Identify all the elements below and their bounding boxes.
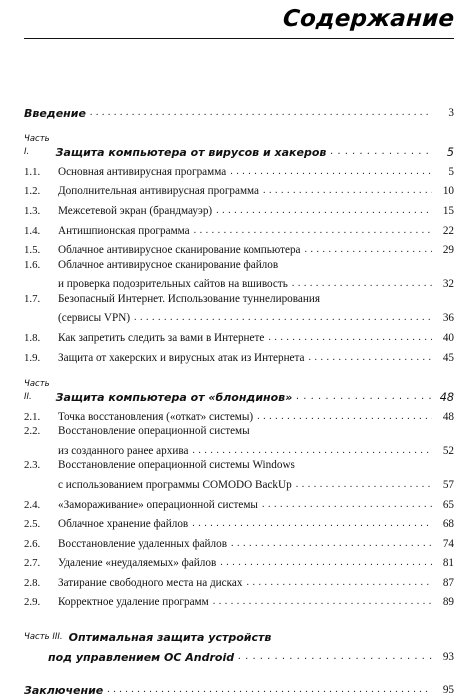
section-number: 2.1. [24,410,41,423]
toc-page-number: 5 [446,146,454,160]
toc-entry-1-5[interactable] [24,238,454,258]
toc-page-number: 89 [442,596,454,609]
section-number: 1.4. [24,224,41,237]
toc-page-number: 74 [442,537,454,550]
toc-entry-title: Восстановление удаленных файлов [58,537,227,550]
dot-leader [292,277,432,290]
toc-entry-title-line2: (сервисы VPN) [58,312,131,325]
toc-entry-title: Заключение [24,684,104,697]
toc-entry-title: Антишпионская программа [58,224,190,237]
dot-leader [213,595,432,608]
toc-entry-2-5[interactable] [24,512,454,532]
dot-leader [309,351,432,364]
dot-leader [268,331,432,344]
page-title: Содержание [281,6,455,32]
toc-entry-title-line1: Безопасный Интернет. Использование туннелирования [58,292,320,305]
toc-entry-2-6[interactable] [24,531,454,551]
toc-page-number: 32 [442,278,454,291]
toc-page-number: 3 [448,106,454,119]
toc-entry-2-4[interactable] [24,492,454,512]
toc-entry-title: Удаление «неудаляемых» файлов [58,557,217,570]
section-number: 1.5. [24,244,41,257]
toc-entry-1-7[interactable] [24,291,454,306]
section-number: 2.4. [24,498,41,511]
toc-entry-title: Корректное удаление программ [58,596,209,609]
toc-page-number: 87 [442,576,454,589]
dot-leader [238,650,432,663]
section-number: 1.8. [24,331,41,344]
dot-leader [216,204,432,217]
dot-leader [305,243,432,256]
dot-leader [134,311,432,324]
part-prefix: Часть III. [24,631,63,642]
toc-page-number: 52 [442,444,454,457]
dot-leader [263,184,432,197]
toc-page-number: 95 [442,684,454,697]
toc-entry-title: Затирание свободного места на дисках [58,576,243,589]
toc-entry-title-line2: из созданного ранее архива [58,444,189,457]
toc-entry-title-line1: Восстановление операционной системы Windows [58,459,295,472]
table-of-contents [24,100,454,697]
toc-page-number: 40 [442,331,454,344]
toc-entry-1-4[interactable] [24,218,454,238]
toc-entry-1-6[interactable] [24,257,454,272]
section-number: 2.3. [24,459,41,472]
toc-entry-title: Введение [24,106,86,120]
toc-entry-1-9[interactable] [24,345,454,365]
dot-leader [220,556,432,569]
part-prefix: Часть II. [24,379,50,403]
toc-part-2[interactable] [24,379,454,405]
toc-page-number: 45 [442,351,454,364]
toc-entry-intro[interactable] [24,100,454,120]
section-number: 1.1. [24,165,41,178]
toc-entry-2-7[interactable] [24,551,454,571]
toc-entry-title: «Замораживание» операционной системы [58,498,258,511]
dot-leader [231,537,432,550]
toc-entry-2-2[interactable] [24,424,454,439]
dot-leader [192,444,432,457]
dot-leader [194,224,432,237]
toc-entry-1-2[interactable] [24,179,454,199]
section-number: 1.6. [24,258,41,271]
toc-entry-1-6-cont[interactable] [24,272,454,292]
toc-entry-1-3[interactable] [24,198,454,218]
dot-leader [107,683,432,696]
toc-entry-2-3-cont[interactable] [24,472,454,492]
toc-entry-title: Облачное антивирусное сканирование компьютера [58,244,301,257]
toc-entry-outro[interactable] [24,678,454,697]
toc-page-number: 65 [442,498,454,511]
toc-page-number: 22 [442,224,454,237]
section-number: 2.2. [24,425,41,438]
toc-entry-2-8[interactable] [24,570,454,590]
dot-leader [192,517,432,530]
part-title: Защита компьютера от «блондинов» [55,391,293,405]
spacer [24,120,454,140]
section-number: 1.7. [24,292,41,305]
toc-page-number: 48 [439,391,454,405]
section-number: 1.3. [24,204,41,217]
toc-entry-2-1[interactable] [24,404,454,424]
dot-leader [296,390,432,403]
toc-entry-title: Как запретить следить за вами в Интернете [58,331,265,344]
part-title: Защита компьютера от вирусов и хакеров [55,146,327,160]
spacer [24,365,454,385]
section-number: 2.9. [24,596,41,609]
page-header [24,0,454,39]
toc-page-number: 15 [442,204,454,217]
toc-entry-title: Защита от хакерских и вирусных атак из Интернета [58,351,305,364]
toc-page-number: 29 [442,244,454,257]
toc-entry-title: Межсетевой экран (брандмауэр) [58,204,213,217]
toc-entry-2-2-cont[interactable] [24,438,454,458]
toc-entry-title-line2: и проверка подозрительных сайтов на вшивость [58,278,288,291]
dot-leader [230,165,432,178]
toc-entry-1-7-cont[interactable] [24,306,454,326]
toc-page-number: 36 [442,312,454,325]
dot-leader [296,478,432,491]
section-number: 1.9. [24,351,41,364]
part-prefix: Часть I. [24,134,50,158]
spacer [24,609,454,629]
spacer [24,664,454,678]
section-number: 2.5. [24,518,41,531]
toc-page-number: 5 [448,165,454,178]
part-title-line2: под управлением ОС Android [48,650,235,664]
toc-page-number: 10 [442,185,454,198]
toc-entry-title-line2: с использованием программы COMODO BackUp [58,478,292,491]
dot-leader [262,498,432,511]
toc-part-1[interactable] [24,134,454,160]
toc-entry-title: Основная антивирусная программа [58,165,227,178]
section-number: 2.7. [24,557,41,570]
dot-leader [257,410,432,423]
section-number: 2.6. [24,537,41,550]
toc-entry-title: Точка восстановления («откат» системы) [58,410,254,423]
dot-leader [246,576,432,589]
toc-entry-title-line1: Облачное антивирусное сканирование файлов [58,258,279,271]
toc-page-number: 48 [442,410,454,423]
section-number: 2.8. [24,576,41,589]
dot-leader [330,145,432,158]
toc-page-number: 81 [442,557,454,570]
toc-entry-1-1[interactable] [24,159,454,179]
toc-page-number: 57 [442,478,454,491]
toc-part-3-cont[interactable] [24,644,454,664]
toc-entry-title: Дополнительная антивирусная программа [58,185,260,198]
part-title-line1: Оптимальная защита устройств [68,630,272,644]
toc-page-number: 93 [442,650,454,663]
section-number: 1.2. [24,185,41,198]
toc-entry-1-8[interactable] [24,325,454,345]
toc-entry-title-line1: Восстановление операционной системы [58,425,250,438]
toc-page-number: 68 [442,518,454,531]
toc-entry-title: Облачное хранение файлов [58,518,189,531]
toc-entry-2-3[interactable] [24,458,454,473]
toc-entry-2-9[interactable] [24,590,454,610]
dot-leader [90,106,432,119]
